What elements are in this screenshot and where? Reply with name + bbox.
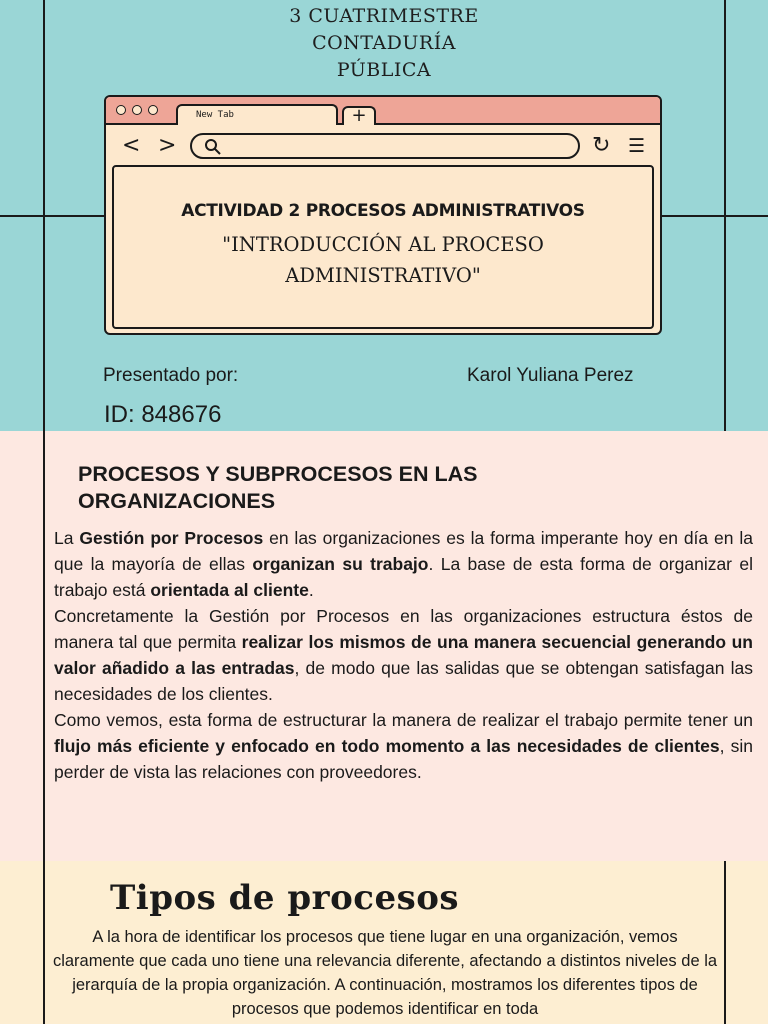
window-dot-icon xyxy=(132,105,142,115)
paragraph-3-text: Como vemos, esta forma de estructurar la manera de realizar el trabajo permite tener un xyxy=(54,710,753,730)
window-dot-icon xyxy=(148,105,158,115)
paragraph-2-text: , de modo que las salidas que se obtengan satisfagan las necesidades de los clientes. xyxy=(54,658,753,704)
frame-line-right-lower xyxy=(724,861,726,1024)
back-arrow-icon[interactable]: < xyxy=(122,133,141,158)
paragraph-1-bold: organizan su trabajo xyxy=(252,554,429,574)
presenter-name: Karol Yuliana Perez xyxy=(467,365,634,386)
paragraph-2 xyxy=(54,603,753,707)
activity-card xyxy=(112,165,654,329)
frame-line-left xyxy=(43,0,45,1024)
presented-by-label: Presentado por: xyxy=(103,365,239,386)
paragraph-3-text: , sin perder de vista las relaciones con proveedores. xyxy=(54,736,753,782)
paragraph-3 xyxy=(54,707,753,785)
activity-subtitle-line-2: ADMINISTRATIVO" xyxy=(285,264,481,287)
activity-title: ACTIVIDAD 2 PROCESOS ADMINISTRATIVOS xyxy=(181,201,585,221)
header-line-1: 3 CUATRIMESTRE xyxy=(289,5,479,27)
frame-line-horizontal-left xyxy=(0,215,104,217)
paragraph-1 xyxy=(54,525,753,603)
reload-icon[interactable]: ↻ xyxy=(592,133,611,158)
student-id: ID: 848676 xyxy=(104,401,222,428)
paragraph-2-text: Concretamente la Gestión por Procesos en las organizaciones estructura éstos de manera tal que permita xyxy=(54,606,753,652)
activity-subtitle-line-1: "INTRODUCCIÓN AL PROCESO xyxy=(222,233,544,256)
frame-line-horizontal-right xyxy=(662,215,768,217)
activity-subtitle xyxy=(114,229,652,291)
section-heading xyxy=(78,461,558,515)
section-heading-line-1: PROCESOS Y SUBPROCESOS EN LAS xyxy=(78,462,478,486)
paragraph-3-bold: flujo más eficiente y enfocado en todo momento a las necesidades de clientes xyxy=(54,736,720,756)
paragraph-1-bold: Gestión por Procesos xyxy=(79,528,264,548)
browser-tab[interactable]: New Tab xyxy=(176,104,338,125)
header-line-2: CONTADURÍA xyxy=(312,32,456,54)
browser-window-graphic xyxy=(104,95,662,335)
window-dot-icon xyxy=(116,105,126,115)
section-heading-line-2: ORGANIZACIONES xyxy=(78,489,276,513)
section-2-title: Tipos de procesos xyxy=(110,878,460,918)
menu-icon[interactable]: ☰ xyxy=(628,135,646,157)
forward-arrow-icon[interactable]: > xyxy=(158,133,177,158)
paragraph-1-text: en las organizaciones es la forma imperante hoy en día en la que la mayoría de ellas xyxy=(54,528,753,574)
paragraph-2-bold: realizar los mismos de una manera secuencial generando un valor añadido a las entradas xyxy=(54,632,753,678)
header-line-3: PÚBLICA xyxy=(336,59,432,81)
address-bar[interactable] xyxy=(190,133,580,159)
new-tab-plus-icon[interactable]: + xyxy=(342,106,376,125)
paragraph-1-text: . xyxy=(308,580,314,600)
paragraph-1-text: . La base de esta forma de organizar el trabajo está xyxy=(54,554,753,600)
search-icon xyxy=(204,138,222,156)
section-2-paragraph: A la hora de identificar los procesos que tiene lugar en una organización, vemos claramente que cada uno tiene una relevancia diferente, afectando a distintos niveles de la jerarquía de la propia organización. A continuación, mostramos los diferentes tipos de procesos que podemos identificar en toda xyxy=(52,928,718,1018)
browser-tab-bar xyxy=(106,97,660,125)
paragraph-1-bold: orientada al cliente xyxy=(150,580,309,600)
paragraph-1-text: La xyxy=(54,528,80,548)
